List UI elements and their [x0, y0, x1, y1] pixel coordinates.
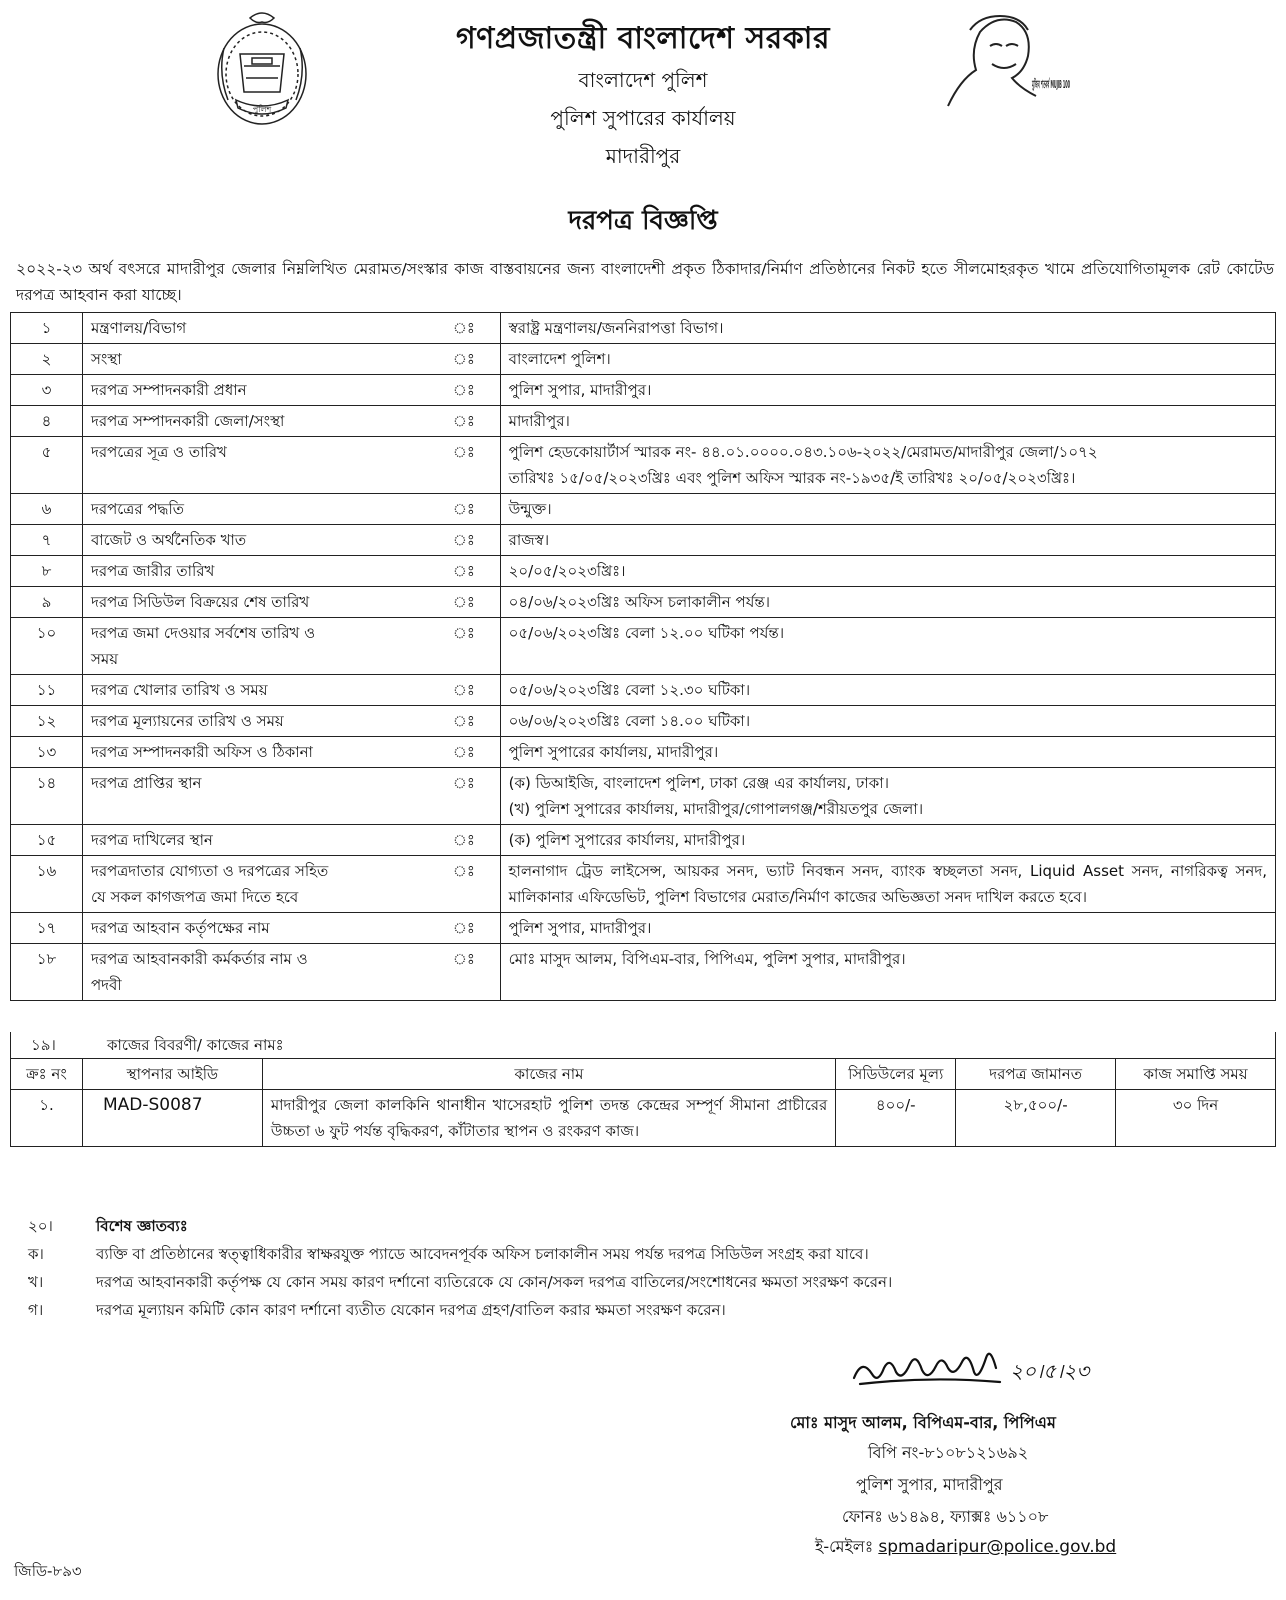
row-colon: ঃ — [428, 406, 500, 437]
row-colon: ঃ — [428, 825, 500, 856]
work-id: MAD-S0087 — [82, 1090, 262, 1147]
row-label — [82, 556, 428, 587]
note-text: দরপত্র আহবানকারী কর্তৃপক্ষ যে কোন সময় কারণ দর্শানো ব্যতিরেকে যে কোন/সকল দরপত্র বাতিলের/সংশোধনের ক্ষমতা সংরক্ষণ করেন। — [96, 1273, 893, 1291]
row-colon: ঃ — [428, 556, 500, 587]
work-completion-time: ৩০ দিন — [1116, 1090, 1276, 1147]
row-value — [500, 437, 1275, 494]
row-value — [500, 406, 1275, 437]
row-label — [82, 706, 428, 737]
row-value-line: (ক) ডিআইজি, বাংলাদেশ পুলিশ, ঢাকা রেঞ্জ এর কার্যালয়, ঢাকা। — [508, 774, 889, 792]
row-serial: ১৬ — [11, 856, 83, 913]
officer-email-line — [0, 1534, 1286, 1561]
row-label — [82, 618, 428, 675]
row-value — [500, 375, 1275, 406]
row-value-line: পুলিশ সুপার, মাদারীপুর। — [508, 381, 652, 399]
table-row — [11, 825, 1276, 856]
header-work-name: কাজের নাম — [262, 1059, 835, 1090]
row-label-line: দরপত্র সম্পাদনকারী জেলা/সংস্থা — [90, 412, 285, 430]
officer-title: পুলিশ সুপার, মাদারীপুর — [856, 1475, 1003, 1494]
list-item — [10, 1240, 1276, 1268]
row-value-line: ০৪/০৬/২০২৩খ্রিঃ অফিস চলাকালীন পর্যন্ত। — [508, 593, 771, 611]
row-label — [82, 437, 428, 494]
row-serial: ৮ — [11, 556, 83, 587]
row-value-line: ০৫/০৬/২০২৩খ্রিঃ বেলা ১২.০০ ঘটিকা পর্যন্ত। — [508, 624, 785, 642]
table-row — [11, 856, 1276, 913]
row-value — [500, 618, 1275, 675]
signature-date: ২০।৫।২৩ — [1010, 1359, 1090, 1383]
row-colon: ঃ — [428, 587, 500, 618]
table-row — [11, 675, 1276, 706]
table-row — [11, 313, 1276, 344]
row-value — [500, 525, 1275, 556]
row-label-line: পদবী — [90, 976, 122, 994]
row-serial: ১৫ — [11, 825, 83, 856]
row-value-line: স্বরাষ্ট্র মন্ত্রণালয়/জননিরাপত্তা বিভাগ। — [508, 319, 724, 337]
row-colon: ঃ — [428, 525, 500, 556]
intro-paragraph: ২০২২-২৩ অর্থ বৎসরে মাদারীপুর জেলার নিম্নলিখিত মেরামত/সংস্কার কাজ বাস্তবায়নের জন্য বাংলাদেশী প্রকৃত ঠিকাদার/নির্মাণ প্রতিষ্ঠানের নিকট হতে সীলমোহরকৃত খামে প্রতিযোগিতামূলক রেট কোটেড দরপত্র আহবান করা যাচ্ছে। — [16, 260, 1274, 304]
row-serial: ১২ — [11, 706, 83, 737]
row-serial: ৩ — [11, 375, 83, 406]
row-label-line: দরপত্রের সূত্র ও তারিখ — [90, 443, 227, 461]
gd-code: জিডি-৮৯৩ — [14, 1562, 82, 1580]
row-colon: ঃ — [428, 706, 500, 737]
row-colon: ঃ — [428, 437, 500, 494]
row-label — [82, 913, 428, 944]
row-serial: ১৮ — [11, 944, 83, 1001]
row-value-line: হালনাগাদ ট্রেড লাইসেন্স, আয়কর সনদ, ভ্যাট নিবন্ধন সনদ, ব্যাংক স্বচ্ছলতা সনদ, Liquid Asset সনদ, নাগরিকত্ব সনদ, মালিকানার এফিডেভিট, পুলিশ বিভাগের মেরাত/নির্মাণ কাজের অভিজ্ঞতা সনদ দাখিল করতে হবে। — [508, 862, 1267, 906]
row-label-line: দরপত্র সম্পাদনকারী প্রধান — [90, 381, 247, 399]
table-row — [11, 525, 1276, 556]
row-serial: ২ — [11, 344, 83, 375]
row-colon: ঃ — [428, 913, 500, 944]
work-serial: ১. — [11, 1090, 83, 1147]
note-serial: খ। — [28, 1273, 44, 1291]
work-tender-security: ২৮,৫০০/- — [956, 1090, 1116, 1147]
row-label-line: দরপত্র প্রাপ্তির স্থান — [90, 774, 202, 792]
officer-bp-number: বিপি নং-৮১০৮১২১৬৯২ — [868, 1443, 1029, 1462]
row-label-line: সময় — [90, 650, 119, 668]
row-serial: ১৪ — [11, 768, 83, 825]
row-value — [500, 768, 1275, 825]
row-label — [82, 494, 428, 525]
note-serial: ক। — [28, 1245, 44, 1263]
row-value-line: মোঃ মাসুদ আলম, বিপিএম-বার, পিপিএম, পুলিশ সুপার, মাদারীপুর। — [508, 950, 906, 968]
row-colon: ঃ — [428, 375, 500, 406]
row-serial: ৪ — [11, 406, 83, 437]
row-serial: ৯ — [11, 587, 83, 618]
handwritten-signature — [850, 1338, 1100, 1394]
officer-phone: ফোনঃ ৬১৪৯৪, ফ্যাক্সঃ ৬১১০৮ — [842, 1507, 1049, 1526]
row-value — [500, 494, 1275, 525]
note-serial: গ। — [28, 1301, 44, 1319]
row-label — [82, 856, 428, 913]
row-label — [82, 768, 428, 825]
row-serial: ৭ — [11, 525, 83, 556]
header-tender-security: দরপত্র জামানত — [956, 1059, 1116, 1090]
notice-title: দরপত্র বিজ্ঞপ্তি — [568, 206, 718, 236]
row-label-line: বাজেট ও অর্থনৈতিক খাত — [90, 531, 247, 549]
row-label-line: দরপত্র সম্পাদনকারী অফিস ও ঠিকানা — [90, 743, 313, 761]
table-row — [11, 556, 1276, 587]
row-label-line: দরপত্র খোলার তারিখ ও সময় — [90, 681, 268, 699]
row-label — [82, 406, 428, 437]
row-value — [500, 556, 1275, 587]
row-label-line: দরপত্রের পদ্ধতি — [90, 500, 185, 518]
row-colon: ঃ — [428, 856, 500, 913]
header-serial: ক্রঃ নং — [11, 1059, 83, 1090]
row-label-line: যে সকল কাগজপত্র জমা দিতে হবে — [90, 888, 299, 906]
row-label — [82, 344, 428, 375]
row-colon: ঃ — [428, 768, 500, 825]
row-value-line: ০৬/০৬/২০২৩খ্রিঃ বেলা ১৪.০০ ঘটিকা। — [508, 712, 751, 730]
row-colon: ঃ — [428, 675, 500, 706]
note-text: দরপত্র মূল্যায়ন কমিটি কোন কারণ দর্শানো ব্যতীত যেকোন দরপত্র গ্রহণ/বাতিল করার ক্ষমতা সংরক্ষণ করেন। — [96, 1301, 726, 1319]
row-value — [500, 737, 1275, 768]
row-value-line: উন্মুক্ত। — [508, 500, 552, 518]
table-row — [11, 618, 1276, 675]
table-row — [11, 344, 1276, 375]
row-value-line: পুলিশ হেডকোয়ার্টার্স স্মারক নং- ৪৪.০১.০০০০.০৪৩.১০৬-২০২২/মেরামত/মাদারীপুর জেলা/১০৭২ — [508, 443, 1098, 461]
notes-title: বিশেষ জ্ঞাতব্যঃ — [96, 1217, 188, 1235]
row-colon: ঃ — [428, 344, 500, 375]
row-label-line: দরপত্র আহবান কর্তৃপক্ষের নাম — [90, 919, 270, 937]
office-name: পুলিশ সুপারের কার্যালয় — [550, 106, 736, 130]
row-value-line: মাদারীপুর। — [508, 412, 570, 430]
row-serial: ১ — [11, 313, 83, 344]
row-label — [82, 313, 428, 344]
row-colon: ঃ — [428, 313, 500, 344]
row-serial: ১০ — [11, 618, 83, 675]
row-value-line: পুলিশ সুপারের কার্যালয়, মাদারীপুর। — [508, 743, 719, 761]
table-row — [11, 494, 1276, 525]
row-label-line: দরপত্র আহবানকারী কর্মকর্তার নাম ও — [90, 950, 308, 968]
list-item — [10, 1268, 1276, 1296]
notes-heading — [10, 1212, 1276, 1240]
row-label — [82, 675, 428, 706]
table-row — [11, 437, 1276, 494]
row-label-line: মন্ত্রণালয়/বিভাগ — [90, 319, 187, 337]
row-label-line: দরপত্রদাতার যোগ্যতা ও দরপত্রের সহিত — [90, 862, 329, 880]
row-label — [82, 825, 428, 856]
row-value — [500, 913, 1275, 944]
row-label — [82, 944, 428, 1001]
table-row — [11, 913, 1276, 944]
works-header-row — [11, 1059, 1276, 1090]
row-value — [500, 825, 1275, 856]
row19-label: কাজের বিবরণী/ কাজের নামঃ — [107, 1036, 284, 1054]
row-value-line: (ক) পুলিশ সুপারের কার্যালয়, মাদারীপুর। — [508, 831, 746, 849]
row-label-line: সংস্থা — [90, 350, 122, 368]
row-serial: ৬ — [11, 494, 83, 525]
table-row — [11, 944, 1276, 1001]
row-value — [500, 313, 1275, 344]
row-serial: ৫ — [11, 437, 83, 494]
table-row — [11, 706, 1276, 737]
row-value-line: বাংলাদেশ পুলিশ। — [508, 350, 611, 368]
row-label-line: দরপত্র জারীর তারিখ — [90, 562, 215, 580]
row-colon: ঃ — [428, 618, 500, 675]
seal-text: পুলিশ — [252, 105, 272, 114]
email-label: ই-মেইলঃ — [815, 1537, 874, 1556]
header-completion-time: কাজ সমাপ্তি সময় — [1116, 1059, 1276, 1090]
row-colon: ঃ — [428, 944, 500, 1001]
row-label-line: দরপত্র জমা দেওয়ার সর্বশেষ তারিখ ও — [90, 624, 316, 642]
header-schedule-price: সিডিউলের মূল্য — [836, 1059, 956, 1090]
row-label — [82, 587, 428, 618]
row-colon: ঃ — [428, 494, 500, 525]
works-table — [10, 1058, 1276, 1147]
table-row — [11, 1090, 1276, 1147]
special-notes — [10, 1212, 1276, 1324]
row-label-line: দরপত্র মূল্যায়নের তারিখ ও সময় — [90, 712, 284, 730]
table-row — [11, 587, 1276, 618]
row-label — [82, 375, 428, 406]
header-establishment-id: স্থাপনার আইডি — [82, 1059, 262, 1090]
officer-name: মোঃ মাসুদ আলম, বিপিএম-বার, পিপিএম — [790, 1413, 1056, 1432]
table-row — [11, 375, 1276, 406]
row-colon: ঃ — [428, 737, 500, 768]
row-value-line: তারিখঃ ১৫/০৫/২০২৩খ্রিঃ এবং পুলিশ অফিস স্মারক নং-১৯৩৫/ই তারিখঃ ২০/০৫/২০২৩খ্রিঃ। — [508, 469, 1076, 487]
row-value — [500, 706, 1275, 737]
row-value-line: (খ) পুলিশ সুপারের কার্যালয়, মাদারীপুর/গোপালগঞ্জ/শরীয়তপুর জেলা। — [508, 800, 924, 818]
row-label — [82, 525, 428, 556]
work-schedule-price: ৪০০/- — [836, 1090, 956, 1147]
table-row — [11, 406, 1276, 437]
government-title: গণপ্রজাতন্ত্রী বাংলাদেশ সরকার — [456, 21, 830, 56]
row-serial: ১৩ — [11, 737, 83, 768]
row-label-line: দরপত্র দাখিলের স্থান — [90, 831, 213, 849]
row-value-line: পুলিশ সুপার, মাদারীপুর। — [508, 919, 652, 937]
table-row — [11, 737, 1276, 768]
organization-name: বাংলাদেশ পুলিশ — [578, 68, 708, 92]
email-link[interactable]: spmadaripur@police.gov.bd — [878, 1537, 1117, 1557]
work-description-heading — [10, 1032, 1276, 1058]
tender-info-table — [10, 312, 1276, 1001]
row-serial: ১৭ — [11, 913, 83, 944]
row-value — [500, 344, 1275, 375]
row-value-line: ০৫/০৬/২০২৩খ্রিঃ বেলা ১২.৩০ ঘটিকা। — [508, 681, 751, 699]
list-item — [10, 1296, 1276, 1324]
row-value — [500, 944, 1275, 1001]
district-name: মাদারীপুর — [605, 144, 681, 168]
row-value — [500, 856, 1275, 913]
row-serial: ১১ — [11, 675, 83, 706]
note-text: ব্যক্তি বা প্রতিষ্ঠানের স্বত্ত্বাধিকারীর স্বাক্ষরযুক্ত প্যাডে আবেদনপূর্বক অফিস চলাকালীন সময় পর্যন্ত দরপত্র সিডিউল সংগ্রহ করা যাবে। — [96, 1245, 869, 1263]
row19-serial: ১৯। — [31, 1036, 56, 1054]
table-row — [11, 768, 1276, 825]
row-label-line: দরপত্র সিডিউল বিক্রয়ের শেষ তারিখ — [90, 593, 310, 611]
work-name: মাদারীপুর জেলা কালকিনি থানাধীন খাসেরহাট পুলিশ তদন্ত কেন্দ্রের সম্পূর্ণ সীমানা প্রাচীরের উচ্চতা ৬ ফুট পর্যন্ত বৃদ্ধিকরণ, কাঁটাতার স্থাপন ও রংকরণ কাজ। — [262, 1090, 835, 1147]
row-value — [500, 675, 1275, 706]
logo-text: মুজিব শতবর্ষ MUJIB 100 — [1032, 78, 1156, 91]
row-label — [82, 737, 428, 768]
notes-serial: ২০। — [28, 1217, 53, 1235]
row-value — [500, 587, 1275, 618]
row-value-line: রাজস্ব। — [508, 531, 550, 549]
row-value-line: ২০/০৫/২০২৩খ্রিঃ। — [508, 562, 626, 580]
